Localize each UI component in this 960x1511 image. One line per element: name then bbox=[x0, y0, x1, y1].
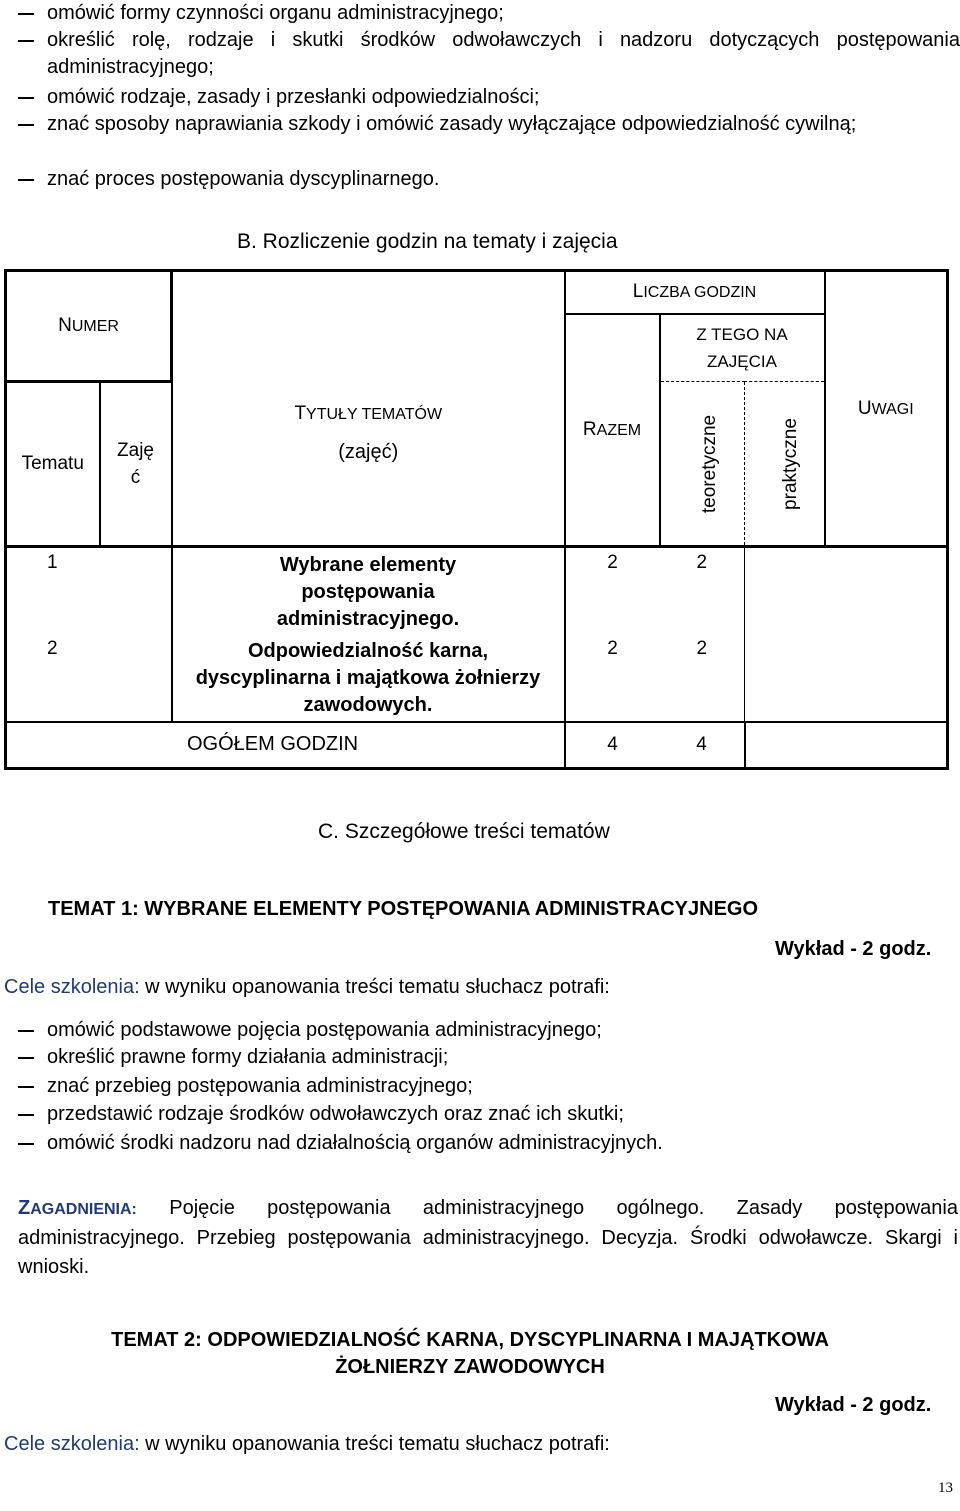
tematu-header: Tematu bbox=[6, 382, 100, 547]
list-item: omówić formy czynności organu administracyjnego; bbox=[18, 0, 960, 27]
list-item: znać proces postępowania dyscyplinarnego. bbox=[18, 166, 960, 193]
list-item: przedstawić rodzaje środków odwoławczych oraz znać ich skutki; bbox=[18, 1101, 960, 1128]
list-item: omówić środki nadzoru nad działalnością organów administracyjnych. bbox=[18, 1130, 960, 1157]
dash-bullet-icon bbox=[18, 1030, 34, 1032]
table-row: 2 Odpowiedzialność karna, dyscyplinarna i majątkowa żołnierzy zawodowych. 2 2 bbox=[6, 635, 948, 722]
temat1-wyklad: Wykład - 2 godz. bbox=[775, 938, 932, 960]
dash-bullet-icon bbox=[18, 13, 34, 15]
row-title: Wybrane elementy postępowania administracyjnego. bbox=[172, 547, 565, 635]
numer-header: NUMER bbox=[6, 271, 172, 382]
total-row: OGÓŁEM GODZIN 4 4 bbox=[6, 722, 948, 769]
dash-bullet-icon bbox=[18, 1114, 34, 1116]
page-number: 13 bbox=[938, 1480, 953, 1496]
dash-bullet-icon bbox=[18, 1143, 34, 1145]
temat2-heading: TEMAT 2: ODPOWIEDZIALNOŚĆ KARNA, DYSCYPLINARNA I MAJĄTKOWA ŻOŁNIERZY ZAWODOWYCH bbox=[111, 1329, 829, 1378]
temat1-cele: Cele szkolenia: w wyniku opanowania treści tematu słuchacz potrafi: bbox=[4, 976, 610, 998]
section-c-title: C. Szczegółowe treści tematów bbox=[318, 820, 610, 843]
row-title: Odpowiedzialność karna, dyscyplinarna i majątkowa żołnierzy zawodowych. bbox=[172, 635, 565, 722]
list-item: znać przebieg postępowania administracyjnego; bbox=[18, 1073, 960, 1100]
table-row: 1 Wybrane elementy postępowania administracyjnego. 2 2 bbox=[6, 547, 948, 635]
zajec-header: Zaję ć bbox=[100, 382, 172, 547]
list-item: omówić podstawowe pojęcia postępowania administracyjnego; bbox=[18, 1017, 960, 1044]
razem-header: RAZEM bbox=[565, 314, 660, 547]
dash-bullet-icon bbox=[18, 124, 34, 126]
tytuly-header: TYTUŁY TEMATÓW (zajęć) bbox=[172, 271, 565, 547]
temat2-cele: Cele szkolenia: w wyniku opanowania treści tematu słuchacz potrafi: bbox=[4, 1433, 610, 1455]
dash-bullet-icon bbox=[18, 97, 34, 99]
temat1-zagadnienia: ZAGADNIENIA: Pojęcie postępowania administracyjnego ogólnego. Zasady postępowania administracyjnego. Przebieg postępowania administracyjnego. Decyzja. Środki odwoławcze. Skargi i wnioski. bbox=[18, 1197, 958, 1278]
uwagi-header: UWAGI bbox=[825, 271, 948, 547]
list-item: omówić rodzaje, zasady i przesłanki odpowiedzialności; bbox=[18, 84, 960, 111]
hours-table bbox=[4, 269, 949, 770]
dash-bullet-icon bbox=[18, 1057, 34, 1059]
praktyczne-header: praktyczne bbox=[745, 382, 825, 547]
dash-bullet-icon bbox=[18, 40, 34, 42]
dash-bullet-icon bbox=[18, 179, 34, 181]
teoretyczne-header: teoretyczne bbox=[660, 382, 745, 547]
list-item: znać sposoby naprawiania szkody i omówić zasady wyłączające odpowiedzialność cywilną; bbox=[18, 111, 960, 138]
liczba-header: LICZBA GODZIN bbox=[565, 271, 825, 314]
list-item: określić rolę, rodzaje i skutki środków odwoławczych i nadzoru dotyczących postępowania administracyjnego; bbox=[18, 27, 960, 81]
section-b-title: B. Rozliczenie godzin na tematy i zajęcia bbox=[237, 230, 618, 253]
list-item: określić prawne formy działania administracji; bbox=[18, 1044, 960, 1071]
dash-bullet-icon bbox=[18, 1086, 34, 1088]
temat1-heading: TEMAT 1: WYBRANE ELEMENTY POSTĘPOWANIA ADMINISTRACYJNEGO bbox=[48, 898, 759, 920]
temat2-wyklad: Wykład - 2 godz. bbox=[775, 1394, 932, 1416]
ztego-header: Z TEGO NA ZAJĘCIA bbox=[660, 314, 825, 382]
